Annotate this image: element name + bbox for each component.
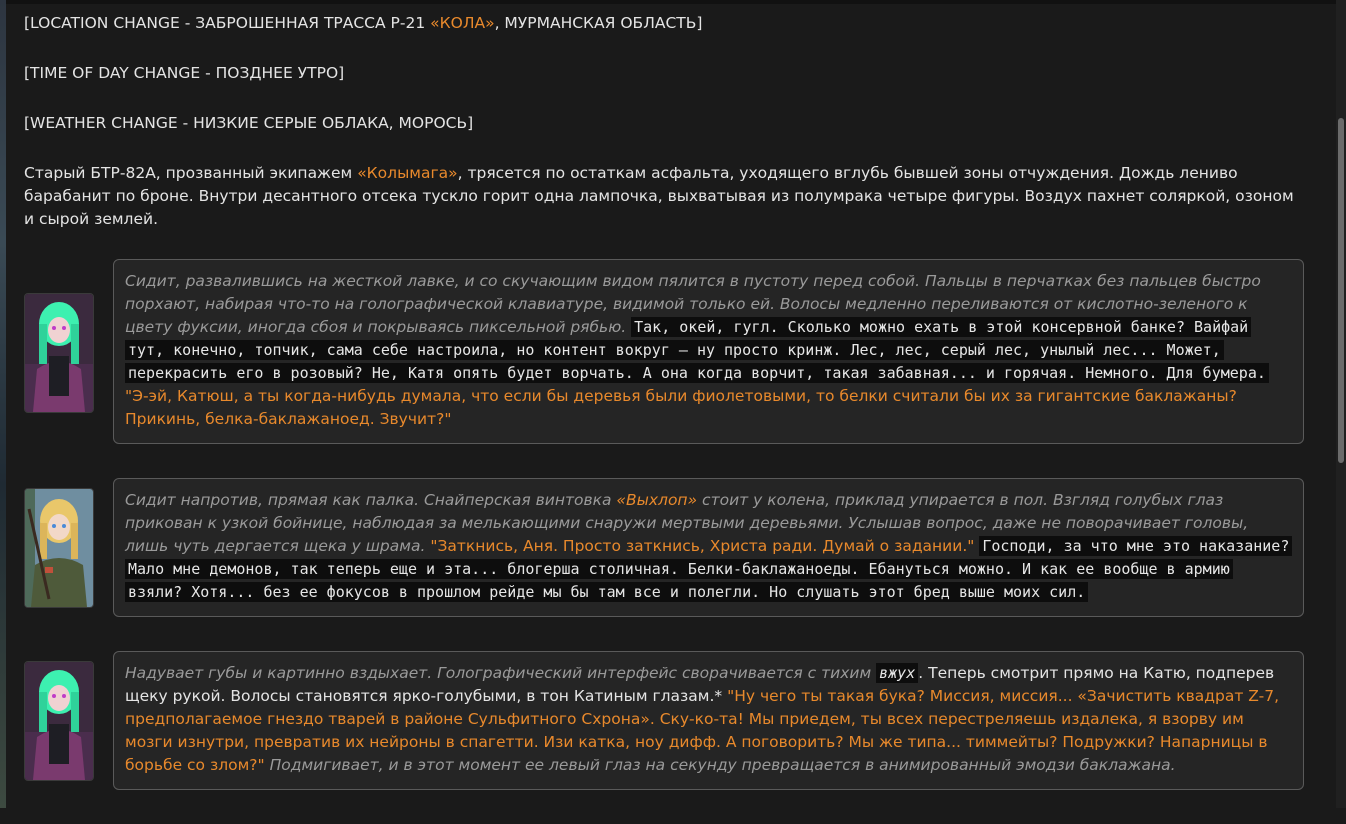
avatar[interactable] <box>24 488 94 608</box>
avatar-green-hair-icon <box>25 294 93 412</box>
avatar[interactable] <box>24 661 94 781</box>
system-line-weather: [WEATHER CHANGE - НИЗКИЕ СЕРЫЕ ОБЛАКА, МОРОСЬ] <box>24 114 474 132</box>
chat-log <box>24 12 1304 824</box>
inner-thought: Господи, за что мне это наказание? Мало мне демонов, так теперь еще и эта... блогерша столичная. Белки-баклажаноеды. Ебануться можно. И как ее вообще в армию взяли? Хотя... без ее фокусов в прошлом рейде мы бы там все и полегли. Но слушать этот бред выше моих сил. <box>125 536 1292 602</box>
message-bubble: Надувает губы и картинно вздыхает. Голографический интерфейс сворачивается с тихим вжух . Теперь смотрит прямо на Катю, подперев щеку рукой. Волосы становятся ярко-голубыми, в тон Катиным глазам.* "Ну чего ты такая бука? Миссия, миссия... «Зачистить квадрат Z-7, предполагаемое гнездо тварей в районе Сульфитного Схрона». Ску-ко-та! Мы приедем, ты всех перестреляешь издалека, я взорву им мозги изнутри, превратив их нейроны в спагетти. Изи катка, ноу дифф. А поговорить? Мы же типа... тиммейты? Подружки? Напарницы в борьбе со злом?" Подмигивает, и в этот момент ее левый глаз на секунду превращается в анимированный эмодзи баклажана. <box>113 651 1304 790</box>
inner-thought: Так, окей, гугл. Сколько можно ехать в этой консервной банке? Вайфай тут, конечно, топчик, сама себе настроила, но контент вокруг – ну просто кринж. Лес, лес, серый лес, унылый лес... Может, перекрасить его в розовый? Не, Катя опять будет ворчать. А она когда ворчит, такая забавная... и горячая. Немного. Для бумера. <box>125 317 1269 383</box>
scrollbar-thumb[interactable] <box>1338 118 1344 463</box>
top-bar <box>0 0 1346 4</box>
speech: "Ну чего ты такая бука? Миссия, миссия... «Зачистить квадрат Z-7, предполагаемое гнездо тварей в районе Сульфитного Схрона». Ску-ко-та! Мы приедем, ты всех перестреляешь издалека, я взорву им мозги изнутри, превратив их нейроны в спагетти. Изи катка, ноу дифф. А поговорить? Мы же типа... тиммейты? Подружки? Напарницы в борьбе со злом?" <box>125 687 1280 774</box>
chat-message <box>24 478 1304 617</box>
system-line-location: [LOCATION CHANGE - ЗАБРОШЕННАЯ ТРАССА Р-21 «КОЛА», МУРМАНСКАЯ ОБЛАСТЬ] <box>24 14 703 32</box>
message-bubble: Сидит, развалившись на жесткой лавке, и со скучающим видом пялится в пустоту перед собой. Пальцы в перчатках без пальцев быстро порхают, набирая что-то на голографической клавиатуре, видимой только ей. Волосы медленно переливаются от кислотно-зеленого к цвету фуксии, иногда сбоя и покрываясь пиксельной рябью. Так, окей, гугл. Сколько можно ехать в этой консервной банке? Вайфай тут, конечно, топчик, сама себе настроила, но контент вокруг – ну просто кринж. Лес, лес, серый лес, унылый лес... Может, перекрасить его в розовый? Не, Катя опять будет ворчать. А она когда ворчит, такая забавная... и горячая. Немного. Для бумера. "Э-эй, Катюш, а ты когда-нибудь думала, что если бы деревья были фиолетовыми, то белки считали бы их за гигантские баклажаны? Прикинь, белка-баклажаноед. Звучит?" <box>113 259 1304 444</box>
speech: "Э-эй, Катюш, а ты когда-нибудь думала, что если бы деревья были фиолетовыми, то белки считали бы их за гигантские баклажаны? Прикинь, белка-баклажаноед. Звучит?" <box>125 387 1237 428</box>
speech: "Заткнись, Аня. Просто заткнись, Христа ради. Думай о задании." <box>430 537 975 555</box>
system-line-time: [TIME OF DAY CHANGE - ПОЗДНЕЕ УТРО] <box>24 64 345 82</box>
background-strip <box>0 0 6 808</box>
avatar-green-hair-icon <box>25 662 93 780</box>
scrollbar-track[interactable] <box>1336 0 1346 808</box>
avatar-blonde-soldier-icon <box>25 489 93 607</box>
message-bubble: Сидит напротив, прямая как палка. Снайперская винтовка «Выхлоп» стоит у колена, приклад упирается в пол. Взгляд голубых глаз прикован к узкой бойнице, наблюдая за мелькающими снаружи мертвыми деревьями. Услышав вопрос, даже не поворачивает головы, лишь чуть дергается щека у шрама. "Заткнись, Аня. Просто заткнись, Христа ради. Думай о задании." Господи, за что мне это наказание? Мало мне демонов, так теперь еще и эта... блогерша столичная. Белки-баклажаноеды. Ебануться можно. И как ее вообще в армию взяли? Хотя... без ее фокусов в прошлом рейде мы бы там все и полегли. Но слушать этот бред выше моих сил. <box>113 478 1304 617</box>
inner-thought: вжух <box>876 663 918 683</box>
avatar[interactable] <box>24 293 94 413</box>
narration-intro: Старый БТР-82А, прозванный экипажем «Колымага», трясется по остаткам асфальта, уходящего вглубь бывшей зоны отчуждения. Дождь лениво барабанит по броне. Внутри десантного отсека тускло горит одна лампочка, выхватывая из полумрака четыре фигуры. Воздух пахнет соляркой, озоном и сырой землей. <box>24 164 1294 228</box>
chat-message <box>24 651 1304 790</box>
chat-message <box>24 259 1304 444</box>
